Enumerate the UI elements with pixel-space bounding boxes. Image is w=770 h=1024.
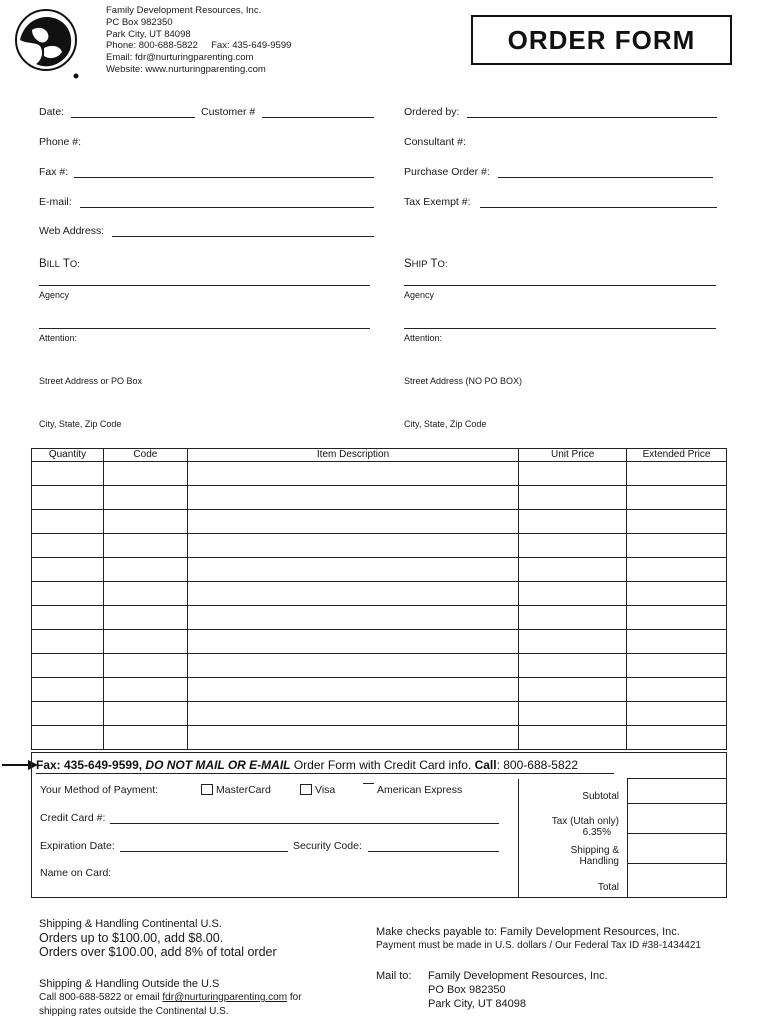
- unit-price-cell[interactable]: [519, 630, 627, 654]
- payment-info: [376, 925, 701, 953]
- table-row: [32, 606, 727, 630]
- ordered-by-label: Ordered by:: [404, 106, 460, 118]
- quantity-cell[interactable]: [32, 726, 104, 750]
- expiration-field[interactable]: [120, 851, 288, 852]
- quantity-cell[interactable]: [32, 534, 104, 558]
- table-row: [32, 462, 727, 486]
- description-cell[interactable]: [187, 726, 518, 750]
- unit-price-cell[interactable]: [519, 582, 627, 606]
- security-code-label: Security Code:: [293, 840, 362, 852]
- extended-price-cell[interactable]: [627, 654, 727, 678]
- extended-price-cell[interactable]: [627, 486, 727, 510]
- unit-price-cell[interactable]: [519, 606, 627, 630]
- payment-method-label: Your Method of Payment:: [40, 784, 159, 796]
- mail-line1: Family Development Resources, Inc.: [428, 970, 608, 982]
- company-website: Website: www.nurturingparenting.com: [106, 63, 266, 75]
- mail-line3: Park City, UT 84098: [428, 998, 527, 1010]
- bill-to-attention-label: Attention:: [39, 333, 78, 343]
- quantity-cell[interactable]: [32, 582, 104, 606]
- code-cell[interactable]: [103, 462, 187, 486]
- checks-payable: Make checks payable to: Family Development Resources, Inc.: [376, 926, 680, 938]
- company-email: Email: fdr@nurturingparenting.com: [106, 52, 254, 64]
- extended-price-cell[interactable]: [627, 630, 727, 654]
- code-cell[interactable]: [103, 486, 187, 510]
- description-cell[interactable]: [187, 654, 518, 678]
- shipping-us-line1: Orders up to $100.00, add $8.00.: [39, 931, 224, 945]
- code-cell[interactable]: [103, 558, 187, 582]
- header-extended-price: Extended Price: [627, 449, 727, 462]
- extended-price-cell[interactable]: [627, 558, 727, 582]
- items-table: [31, 448, 727, 750]
- purchase-order-label: Purchase Order #:: [404, 166, 490, 178]
- shipping-outside-line2: shipping rates outside the Continental U.S.: [39, 1006, 229, 1017]
- visa-checkbox[interactable]: [300, 784, 312, 795]
- extended-price-cell[interactable]: [627, 462, 727, 486]
- description-cell[interactable]: [187, 630, 518, 654]
- company-name: Family Development Resources, Inc.: [106, 5, 262, 16]
- bill-to-heading: BILL TO:: [39, 258, 80, 270]
- table-row: [32, 702, 727, 726]
- table-row: [32, 582, 727, 606]
- company-address-line2: Park City, UT 84098: [106, 28, 191, 40]
- tax-exempt-label: Tax Exempt #:: [404, 196, 471, 208]
- table-row: [32, 486, 727, 510]
- unit-price-cell[interactable]: [519, 486, 627, 510]
- divider: [627, 779, 628, 898]
- company-phone: Phone: 800-688-5822: [106, 40, 198, 52]
- code-cell[interactable]: [103, 510, 187, 534]
- table-row: [32, 510, 727, 534]
- fax-label: Fax #:: [39, 166, 69, 178]
- form-title: ORDER FORM: [471, 15, 732, 65]
- table-row: [32, 726, 727, 750]
- fax-notice-underline: [36, 773, 614, 774]
- divider: [627, 833, 727, 834]
- shipping-outside-line1: Call 800-688-5822 or email fdr@nurturingparenting.com for: [39, 992, 302, 1003]
- unit-price-cell[interactable]: [519, 702, 627, 726]
- credit-card-label: Credit Card #:: [40, 812, 106, 824]
- tax-exempt-field[interactable]: [480, 207, 717, 208]
- code-cell[interactable]: [103, 606, 187, 630]
- fax-field[interactable]: [74, 177, 374, 178]
- unit-price-cell[interactable]: [519, 462, 627, 486]
- email-field[interactable]: [80, 207, 374, 208]
- date-label: Date:: [39, 106, 65, 118]
- header-code: Code: [103, 449, 187, 462]
- ship-to-agency-field[interactable]: [404, 328, 716, 329]
- quantity-cell[interactable]: [32, 678, 104, 702]
- description-cell[interactable]: [187, 558, 518, 582]
- extended-price-cell[interactable]: [627, 582, 727, 606]
- description-cell[interactable]: [187, 510, 518, 534]
- tax-label: Tax (Utah only) 6.35%: [551, 816, 619, 838]
- extended-price-cell[interactable]: [627, 678, 727, 702]
- date-field[interactable]: [71, 117, 195, 118]
- extended-price-cell[interactable]: [627, 510, 727, 534]
- bill-to-city-label: City, State, Zip Code: [39, 419, 122, 429]
- divider: [518, 779, 519, 898]
- quantity-cell[interactable]: [32, 486, 104, 510]
- name-on-card-label: Name on Card:: [40, 867, 112, 879]
- company-address-line1: PC Box 982350: [106, 16, 173, 28]
- divider: [627, 803, 727, 804]
- description-cell[interactable]: [187, 678, 518, 702]
- quantity-cell[interactable]: [32, 606, 104, 630]
- payment-note: Payment must be made in U.S. dollars / Our Federal Tax ID #38-1434421: [376, 940, 701, 951]
- email-link[interactable]: fdr@nurturingparenting.com: [162, 992, 288, 1003]
- table-row: [32, 630, 727, 654]
- bill-to-agency-field[interactable]: [39, 328, 370, 329]
- extended-price-cell[interactable]: [627, 702, 727, 726]
- mail-address: [428, 969, 608, 1011]
- mastercard-option[interactable]: MasterCard: [201, 784, 271, 796]
- quantity-cell[interactable]: [32, 630, 104, 654]
- description-cell[interactable]: [187, 702, 518, 726]
- consultant-label: Consultant #:: [404, 136, 466, 148]
- quantity-cell[interactable]: [32, 462, 104, 486]
- company-logo: [14, 8, 80, 80]
- shipping-us-info: [39, 917, 277, 959]
- unit-price-cell[interactable]: [519, 654, 627, 678]
- bill-to-agency-label: Agency: [39, 290, 70, 300]
- purchase-order-field[interactable]: [498, 177, 713, 178]
- quantity-cell[interactable]: [32, 510, 104, 534]
- web-field[interactable]: [112, 236, 374, 237]
- shipping-outside-info: [39, 977, 302, 1019]
- description-cell[interactable]: [187, 462, 518, 486]
- amex-checkbox[interactable]: [363, 783, 374, 784]
- ship-to-agency-label: Agency: [404, 290, 435, 300]
- ship-to-city-label: City, State, Zip Code: [404, 419, 487, 429]
- unit-price-cell[interactable]: [519, 726, 627, 750]
- code-cell[interactable]: [103, 726, 187, 750]
- mastercard-checkbox[interactable]: [201, 784, 213, 795]
- shipping-us-line2: Orders over $100.00, add 8% of total order: [39, 945, 277, 959]
- expiration-label: Expiration Date:: [40, 840, 115, 852]
- quantity-cell[interactable]: [32, 654, 104, 678]
- web-label: Web Address:: [39, 225, 105, 237]
- fax-notice: Fax: 435-649-9599, DO NOT MAIL OR E-MAIL Order Form with Credit Card info. Call: 800-688-5822: [36, 758, 578, 772]
- description-cell[interactable]: [187, 606, 518, 630]
- company-fax: Fax: 435-649-9599: [211, 40, 292, 52]
- unit-price-cell[interactable]: [519, 678, 627, 702]
- table-row: [32, 534, 727, 558]
- table-row: [32, 558, 727, 582]
- shipping-outside-title: Shipping & Handling Outside the U.S: [39, 978, 220, 990]
- table-row: [32, 678, 727, 702]
- subtotal-label: Subtotal: [582, 791, 619, 802]
- unit-price-cell[interactable]: [519, 510, 627, 534]
- amex-option[interactable]: American Express: [363, 784, 462, 796]
- unit-price-cell[interactable]: [519, 534, 627, 558]
- divider: [627, 863, 727, 864]
- customer-field[interactable]: [262, 117, 374, 118]
- quantity-cell[interactable]: [32, 702, 104, 726]
- ordered-by-field[interactable]: [467, 117, 717, 118]
- code-cell[interactable]: [103, 630, 187, 654]
- ship-to-heading: SHIP TO:: [404, 258, 448, 270]
- table-row: [32, 654, 727, 678]
- code-cell[interactable]: [103, 702, 187, 726]
- ship-to-attention-label: Attention:: [404, 333, 443, 343]
- extended-price-cell[interactable]: [627, 606, 727, 630]
- bill-to-name-field[interactable]: [39, 285, 370, 286]
- email-label: E-mail:: [39, 196, 72, 208]
- header-item-description: Item Description: [187, 449, 518, 462]
- items-header-row: [32, 449, 727, 462]
- header-quantity: Quantity: [32, 449, 104, 462]
- customer-label: Customer #: [201, 106, 256, 118]
- mail-label: Mail to:: [376, 970, 412, 982]
- ship-to-street-label: Street Address (NO PO BOX): [404, 376, 523, 386]
- extended-price-cell[interactable]: [627, 726, 727, 750]
- divider: [627, 778, 727, 779]
- code-cell[interactable]: [103, 534, 187, 558]
- credit-card-field[interactable]: [110, 823, 499, 824]
- description-cell[interactable]: [187, 486, 518, 510]
- header-unit-price: Unit Price: [519, 449, 627, 462]
- extended-price-cell[interactable]: [627, 534, 727, 558]
- code-cell[interactable]: [103, 654, 187, 678]
- mail-line2: PO Box 982350: [428, 984, 506, 996]
- visa-option[interactable]: Visa: [300, 784, 335, 796]
- company-phone-fax: [106, 40, 291, 52]
- company-info: [106, 5, 291, 76]
- code-cell[interactable]: [103, 582, 187, 606]
- description-cell[interactable]: [187, 582, 518, 606]
- shipping-us-title: Shipping & Handling Continental U.S.: [39, 918, 222, 930]
- total-label: Total: [597, 882, 619, 893]
- ship-to-name-field[interactable]: [404, 285, 716, 286]
- security-code-field[interactable]: [368, 851, 499, 852]
- bill-to-street-label: Street Address or PO Box: [39, 376, 143, 386]
- phone-label: Phone #:: [39, 136, 82, 148]
- quantity-cell[interactable]: [32, 558, 104, 582]
- description-cell[interactable]: [187, 534, 518, 558]
- shipping-label: Shipping & Handling: [570, 845, 619, 867]
- code-cell[interactable]: [103, 678, 187, 702]
- unit-price-cell[interactable]: [519, 558, 627, 582]
